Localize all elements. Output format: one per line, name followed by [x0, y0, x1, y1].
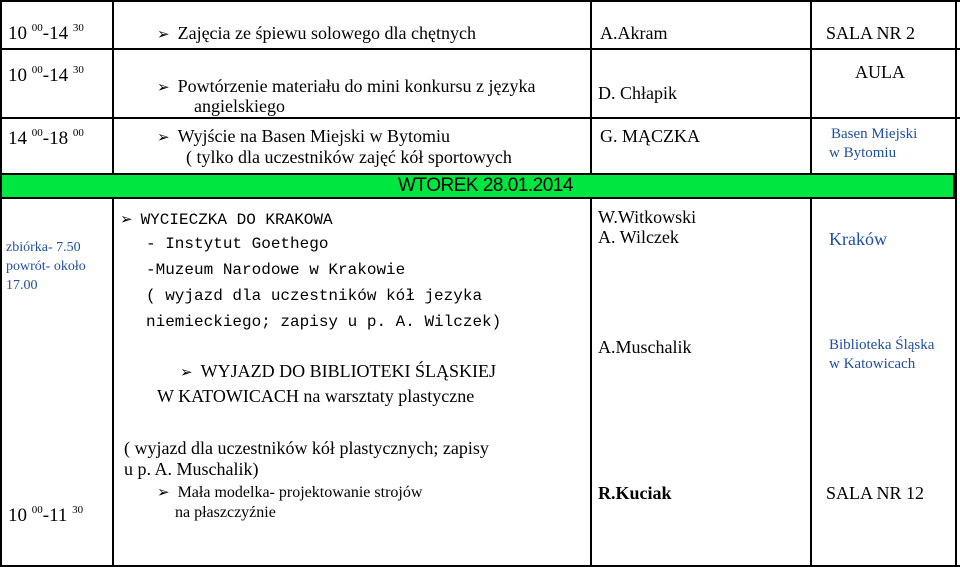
activity-cell-continued: ( tylko dla uczestników zajęć kół sportowych: [186, 147, 512, 167]
teacher-cell: W.Witkowski: [598, 207, 697, 227]
teacher-cell-continued: A. Wilczek: [598, 227, 679, 247]
room-cell: Basen Miejski: [831, 126, 918, 142]
col-divider: [112, 199, 114, 567]
col-divider: [810, 0, 812, 173]
activity-cell: ➢ Mała modelka- projektowanie strojów: [157, 484, 422, 502]
place-cell-continued: w Katowicach: [829, 356, 916, 372]
table-border-right: [955, 0, 957, 567]
trip-title: ➢ WYCIECZKA DO KRAKOWA: [120, 211, 333, 230]
table-border-top: [0, 0, 960, 2]
row-divider: [0, 117, 960, 119]
trip-title: ➢ WYJAZD DO BIBLIOTEKI ŚLĄSKIEJ: [180, 362, 496, 382]
trip-detail-continued: u p. A. Muschalik): [124, 459, 259, 479]
col-divider: [112, 0, 114, 173]
col-divider: [810, 199, 812, 567]
time-cell: 10 $^{00}$-14 $^{30}$: [8, 22, 84, 44]
place-cell: Biblioteka Śląska: [829, 337, 935, 353]
trip-detail: - Instytut Goethego: [146, 235, 329, 253]
trip-detail: ( wyjazd dla uczestników kół plastycznych; zapisy: [124, 438, 489, 458]
teacher-cell: A.Muschalik: [598, 337, 692, 357]
trip-detail: -Muzeum Narodowe w Krakowie: [146, 261, 406, 279]
day-header-title: WTOREK 28.01.2014: [398, 175, 573, 196]
return-time: powrót- około: [6, 259, 86, 274]
activity-cell: ➢ Powtórzenie materiału do mini konkursu z języka: [157, 77, 535, 97]
meeting-time: zbiórka- 7.50: [6, 240, 81, 255]
activity-cell-continued: na płaszczyźnie: [175, 504, 276, 521]
trip-detail: W KATOWICACH na warsztaty plastyczne: [157, 386, 475, 406]
activity-cell: ➢ Zajęcia ze śpiewu solowego dla chętnych: [157, 24, 476, 44]
teacher-cell: A.Akram: [600, 23, 668, 43]
table-border-left: [0, 0, 2, 567]
return-time-continued: 17.00: [6, 278, 38, 293]
teacher-cell: D. Chłapik: [598, 83, 677, 103]
row-divider: [0, 48, 960, 50]
col-divider: [590, 199, 592, 567]
activity-cell: ➢ Wyjście na Basen Miejski w Bytomiu: [157, 127, 450, 147]
time-cell: 10 $^{00}$-11 $^{30}$: [8, 504, 84, 526]
room-cell: SALA NR 2: [826, 23, 916, 43]
teacher-cell: R.Kuciak: [598, 483, 672, 503]
col-divider: [590, 0, 592, 173]
room-cell-continued: w Bytomiu: [829, 145, 897, 161]
place-cell: Kraków: [829, 229, 887, 249]
trip-detail: niemieckiego; zapisy u p. A. Wilczek): [146, 313, 502, 331]
room-cell: SALA NR 12: [826, 483, 925, 503]
teacher-cell: G. MĄCZKA: [600, 126, 701, 146]
activity-cell-continued: angielskiego: [194, 96, 285, 116]
trip-detail: ( wyjazd dla uczestników kół jezyka: [146, 287, 483, 305]
time-cell: 14 $^{00}$-18 $^{00}$: [8, 127, 84, 149]
room-cell: AULA: [855, 62, 905, 82]
time-cell: 10 $^{00}$-14 $^{30}$: [8, 64, 84, 86]
